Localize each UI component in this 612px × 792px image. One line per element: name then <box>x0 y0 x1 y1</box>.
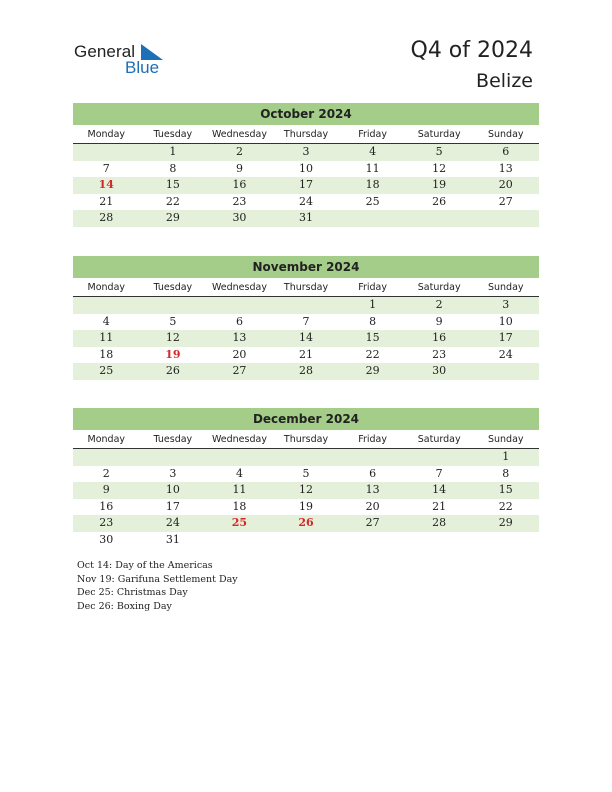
logo <box>74 42 184 78</box>
weekday-label: Wednesday <box>211 129 267 140</box>
month-block <box>73 256 539 380</box>
day-cell: 2 <box>102 466 110 480</box>
day-cell: 21 <box>99 194 114 208</box>
day-cell: 11 <box>99 331 114 344</box>
day-cell <box>406 449 473 466</box>
weekday-label: Wednesday <box>211 434 267 445</box>
day-cell: 23 <box>232 194 247 208</box>
day-cell <box>206 297 273 314</box>
weekday-label: Monday <box>87 282 126 293</box>
day-cell: 13 <box>498 161 513 175</box>
day-cell <box>73 297 140 314</box>
day-cell <box>73 449 140 466</box>
day-cell: 31 <box>165 532 180 546</box>
day-cell <box>273 532 340 549</box>
day-cell: 14 <box>432 483 447 496</box>
weekday-label: Thursday <box>283 434 329 445</box>
day-cell: 10 <box>299 161 314 175</box>
day-cell: 15 <box>165 178 180 191</box>
day-cell: 16 <box>232 178 247 191</box>
day-cell: 4 <box>369 145 377 158</box>
day-cell: 12 <box>299 483 314 496</box>
holiday-note: Dec 26: Boxing Day <box>77 600 172 612</box>
week-row <box>73 210 539 227</box>
weekday-header-row <box>73 430 539 449</box>
day-cell: 3 <box>502 298 510 311</box>
holiday-day-cell: 19 <box>165 347 181 361</box>
day-cell: 19 <box>432 178 447 191</box>
holiday-note: Dec 25: Christmas Day <box>77 587 188 598</box>
week-row <box>73 532 539 549</box>
day-cell: 16 <box>432 331 447 344</box>
day-cell: 6 <box>235 314 243 328</box>
week-row <box>73 297 539 314</box>
day-cell: 3 <box>302 145 310 158</box>
day-cell: 16 <box>99 499 114 513</box>
day-cell: 5 <box>435 145 443 158</box>
weekday-label: Thursday <box>283 282 329 293</box>
day-cell <box>273 449 340 466</box>
holiday-note: Oct 14: Day of the Americas <box>77 560 213 571</box>
day-cell: 30 <box>432 364 447 377</box>
day-cell: 17 <box>299 178 314 191</box>
day-cell: 4 <box>102 314 110 328</box>
day-cell: 18 <box>232 499 247 513</box>
day-cell: 29 <box>165 211 180 224</box>
day-cell <box>339 449 406 466</box>
holiday-day-cell: 14 <box>98 178 114 191</box>
day-cell: 21 <box>432 499 447 513</box>
logo-word-blue: Blue <box>125 58 160 77</box>
weekday-label: Saturday <box>417 129 461 140</box>
day-cell: 15 <box>365 331 380 344</box>
day-cell: 3 <box>169 466 177 480</box>
week-row <box>73 177 539 194</box>
month-block <box>73 103 539 227</box>
country-name: Belize <box>476 70 533 92</box>
weekday-header-row <box>73 278 539 297</box>
week-row <box>73 482 539 499</box>
day-cell: 11 <box>365 161 380 175</box>
day-cell: 23 <box>99 516 114 529</box>
day-cell: 20 <box>232 347 247 361</box>
day-cell <box>339 210 406 227</box>
weekday-label: Friday <box>358 129 387 140</box>
day-cell: 27 <box>232 364 247 377</box>
weekday-header-row <box>73 125 539 144</box>
day-cell: 13 <box>365 483 380 496</box>
day-cell <box>140 297 207 314</box>
day-cell: 23 <box>432 347 447 361</box>
weekday-label: Saturday <box>417 282 461 293</box>
day-cell: 22 <box>498 499 513 513</box>
day-cell: 28 <box>299 364 314 377</box>
week-row <box>73 314 539 331</box>
day-cell: 11 <box>232 483 247 496</box>
day-cell <box>406 532 473 549</box>
week-row <box>73 330 539 347</box>
day-cell <box>472 363 539 380</box>
day-cell: 21 <box>299 347 314 361</box>
holiday-note: Nov 19: Garifuna Settlement Day <box>77 573 238 585</box>
day-cell: 2 <box>235 145 243 158</box>
week-row <box>73 144 539 161</box>
day-cell: 8 <box>502 466 510 480</box>
day-cell: 6 <box>369 466 377 480</box>
week-row <box>73 466 539 483</box>
month-title: November 2024 <box>73 256 539 278</box>
weekday-label: Thursday <box>283 129 329 140</box>
day-cell <box>339 532 406 549</box>
week-row <box>73 194 539 211</box>
day-cell: 20 <box>498 178 513 191</box>
day-cell: 1 <box>369 298 377 311</box>
day-cell: 2 <box>435 298 443 311</box>
day-cell <box>406 210 473 227</box>
weekday-label: Wednesday <box>211 282 267 293</box>
holiday-day-cell: 26 <box>298 516 314 529</box>
day-cell: 10 <box>165 483 180 496</box>
day-cell: 18 <box>365 178 380 191</box>
day-cell: 19 <box>299 499 314 513</box>
day-cell: 27 <box>365 516 380 529</box>
day-cell: 6 <box>502 145 510 158</box>
day-cell: 26 <box>432 194 447 208</box>
day-cell: 12 <box>432 161 447 175</box>
logo-word-general: General <box>74 42 136 61</box>
day-cell <box>206 449 273 466</box>
weekday-label: Saturday <box>417 434 461 445</box>
day-cell: 7 <box>435 466 443 480</box>
day-cell: 29 <box>365 364 380 377</box>
holiday-notes <box>77 559 238 613</box>
holiday-day-cell: 25 <box>231 516 248 529</box>
day-cell: 17 <box>165 499 180 513</box>
day-cell <box>472 210 539 227</box>
day-cell: 29 <box>498 516 513 529</box>
week-row <box>73 499 539 516</box>
weekday-label: Tuesday <box>153 129 193 140</box>
day-cell: 20 <box>365 499 380 513</box>
day-cell: 9 <box>435 314 443 328</box>
day-cell: 28 <box>432 516 447 529</box>
day-cell: 25 <box>99 364 114 377</box>
day-cell <box>73 144 140 161</box>
weekday-label: Sunday <box>487 434 524 445</box>
day-cell: 1 <box>502 450 510 463</box>
day-cell: 31 <box>299 211 314 224</box>
day-cell: 1 <box>169 145 177 158</box>
day-cell: 10 <box>498 314 513 328</box>
week-row <box>73 515 539 532</box>
day-cell <box>472 532 539 549</box>
day-cell: 14 <box>299 331 314 344</box>
day-cell: 15 <box>498 483 513 496</box>
weekday-label: Friday <box>358 282 387 293</box>
day-cell: 13 <box>232 331 247 344</box>
day-cell: 5 <box>302 466 310 480</box>
day-cell: 30 <box>99 532 114 546</box>
weekday-label: Monday <box>87 434 126 445</box>
month-title: October 2024 <box>73 103 539 125</box>
week-row <box>73 449 539 466</box>
week-row <box>73 363 539 380</box>
day-cell: 27 <box>498 194 513 208</box>
weekday-label: Friday <box>358 434 387 445</box>
day-cell: 30 <box>232 211 247 224</box>
weekday-label: Sunday <box>487 129 524 140</box>
day-cell: 24 <box>165 516 180 529</box>
day-cell: 18 <box>99 347 114 361</box>
weekday-label: Sunday <box>487 282 524 293</box>
day-cell: 7 <box>102 161 110 175</box>
month-title: December 2024 <box>73 408 539 430</box>
day-cell: 24 <box>498 347 513 361</box>
day-cell: 12 <box>165 331 180 344</box>
day-cell <box>206 532 273 549</box>
day-cell: 8 <box>169 161 177 175</box>
day-cell: 8 <box>369 314 377 328</box>
day-cell: 25 <box>365 194 380 208</box>
page-title: Q4 of 2024 <box>410 38 533 63</box>
day-cell: 9 <box>235 161 243 175</box>
day-cell: 5 <box>169 314 177 328</box>
day-cell: 9 <box>102 483 110 496</box>
weekday-label: Monday <box>87 129 126 140</box>
month-block <box>73 408 539 548</box>
day-cell: 28 <box>99 211 114 224</box>
day-cell: 26 <box>165 364 180 377</box>
day-cell <box>273 297 340 314</box>
weekday-label: Tuesday <box>153 434 193 445</box>
day-cell: 24 <box>299 194 314 208</box>
day-cell: 17 <box>498 331 513 344</box>
day-cell: 7 <box>302 314 310 328</box>
day-cell: 22 <box>365 347 380 361</box>
day-cell <box>140 449 207 466</box>
week-row <box>73 161 539 178</box>
weekday-label: Tuesday <box>153 282 193 293</box>
week-row <box>73 347 539 364</box>
day-cell: 4 <box>235 466 243 480</box>
day-cell: 22 <box>165 194 180 208</box>
